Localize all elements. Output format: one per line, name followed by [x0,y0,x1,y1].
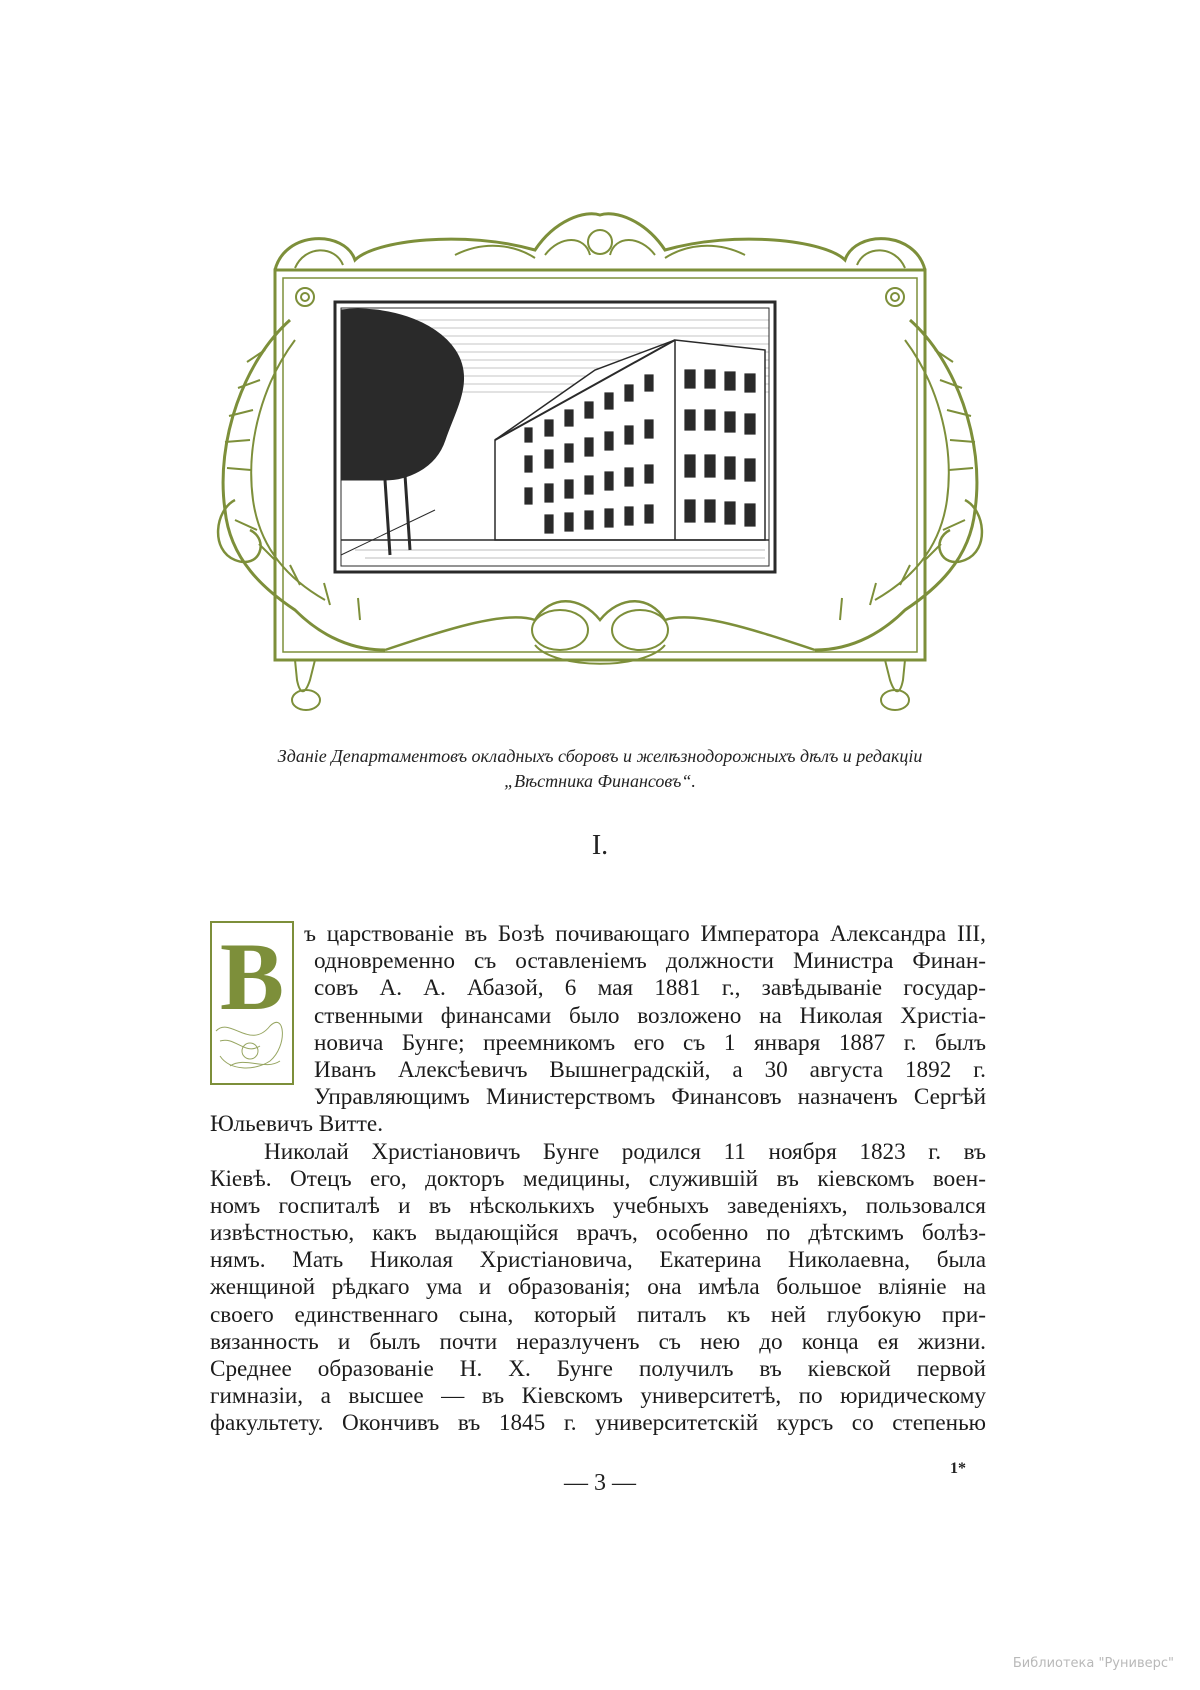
text-line: своего единственнаго сына, который питалъ къ ней глубокую при- [210,1301,986,1328]
text-line: ственными финансами было возложено на Николая Христіа- [314,1002,986,1029]
text-line: ъ царствованіе въ Бозѣ почивающаго Императора Александра III, [304,921,986,947]
text-line: Управляющимъ Министерствомъ Финансовъ назначенъ Сергѣй [314,1084,986,1111]
chapter-number: I. [591,830,609,861]
text-line: одновременно съ оставленіемъ должности Министра Финан- [314,948,986,975]
building-engraving [335,302,775,572]
illustration-caption [180,744,1020,794]
building-engraving-illustration [205,210,995,730]
text-line: совъ А. А. Абазой, 6 мая 1881 г., завѣдываніе государ- [314,975,986,1002]
text-line: Юльевичъ Витте. [210,1111,384,1138]
library-watermark: Библиотека "Руниверс" [1012,1656,1174,1671]
caption-line: „Вѣстника Финансовъ“. [504,771,696,791]
text-line: женщиной рѣдкаго ума и образованія; она имѣла большое вліяніе на [210,1274,986,1301]
signature-mark: 1* [950,1460,966,1477]
text-line: гимназіи, а высшее — въ Кіевскомъ университетѣ, по юридическому [210,1383,986,1410]
text-line: факультету. Окончивъ въ 1845 г. университетскій курсъ со степенью [210,1410,986,1437]
caption-line: Зданіе Департаментовъ окладныхъ сборовъ и желѣзнодорожныхъ дѣлъ и редакціи [277,746,923,766]
page-number: — 3 — [564,1470,636,1496]
text-line: Николай Христіановичъ Бунге родился 11 ноября 1823 г. въ [264,1138,986,1165]
text-line: извѣстностью, какъ выдающійся врачъ, особенно по дѣтскимъ болѣз- [210,1220,986,1247]
text-line: новича Бунге; преемникомъ его съ 1 января 1887 г. былъ [314,1029,986,1056]
body-text [210,921,986,1438]
text-line: Иванъ Алексѣевичъ Вышнеградскій, а 30 августа 1892 г. [314,1056,986,1083]
text-line: Кіевѣ. Отецъ его, докторъ медицины, служившій въ кіевскомъ воен- [210,1165,986,1192]
text-line: нямъ. Мать Николая Христіановича, Екатерина Николаевна, была [210,1247,986,1274]
drop-cap-letter: В [219,923,285,1030]
text-line: номъ госпиталѣ и въ нѣсколькихъ учебныхъ заведеніяхъ, пользовался [210,1192,986,1219]
text-line: Среднее образованіе Н. Х. Бунге получилъ въ кіевской первой [210,1356,986,1382]
text-line: вязанность и былъ почти неразлученъ съ нею до конца ея жизни. [210,1328,986,1355]
